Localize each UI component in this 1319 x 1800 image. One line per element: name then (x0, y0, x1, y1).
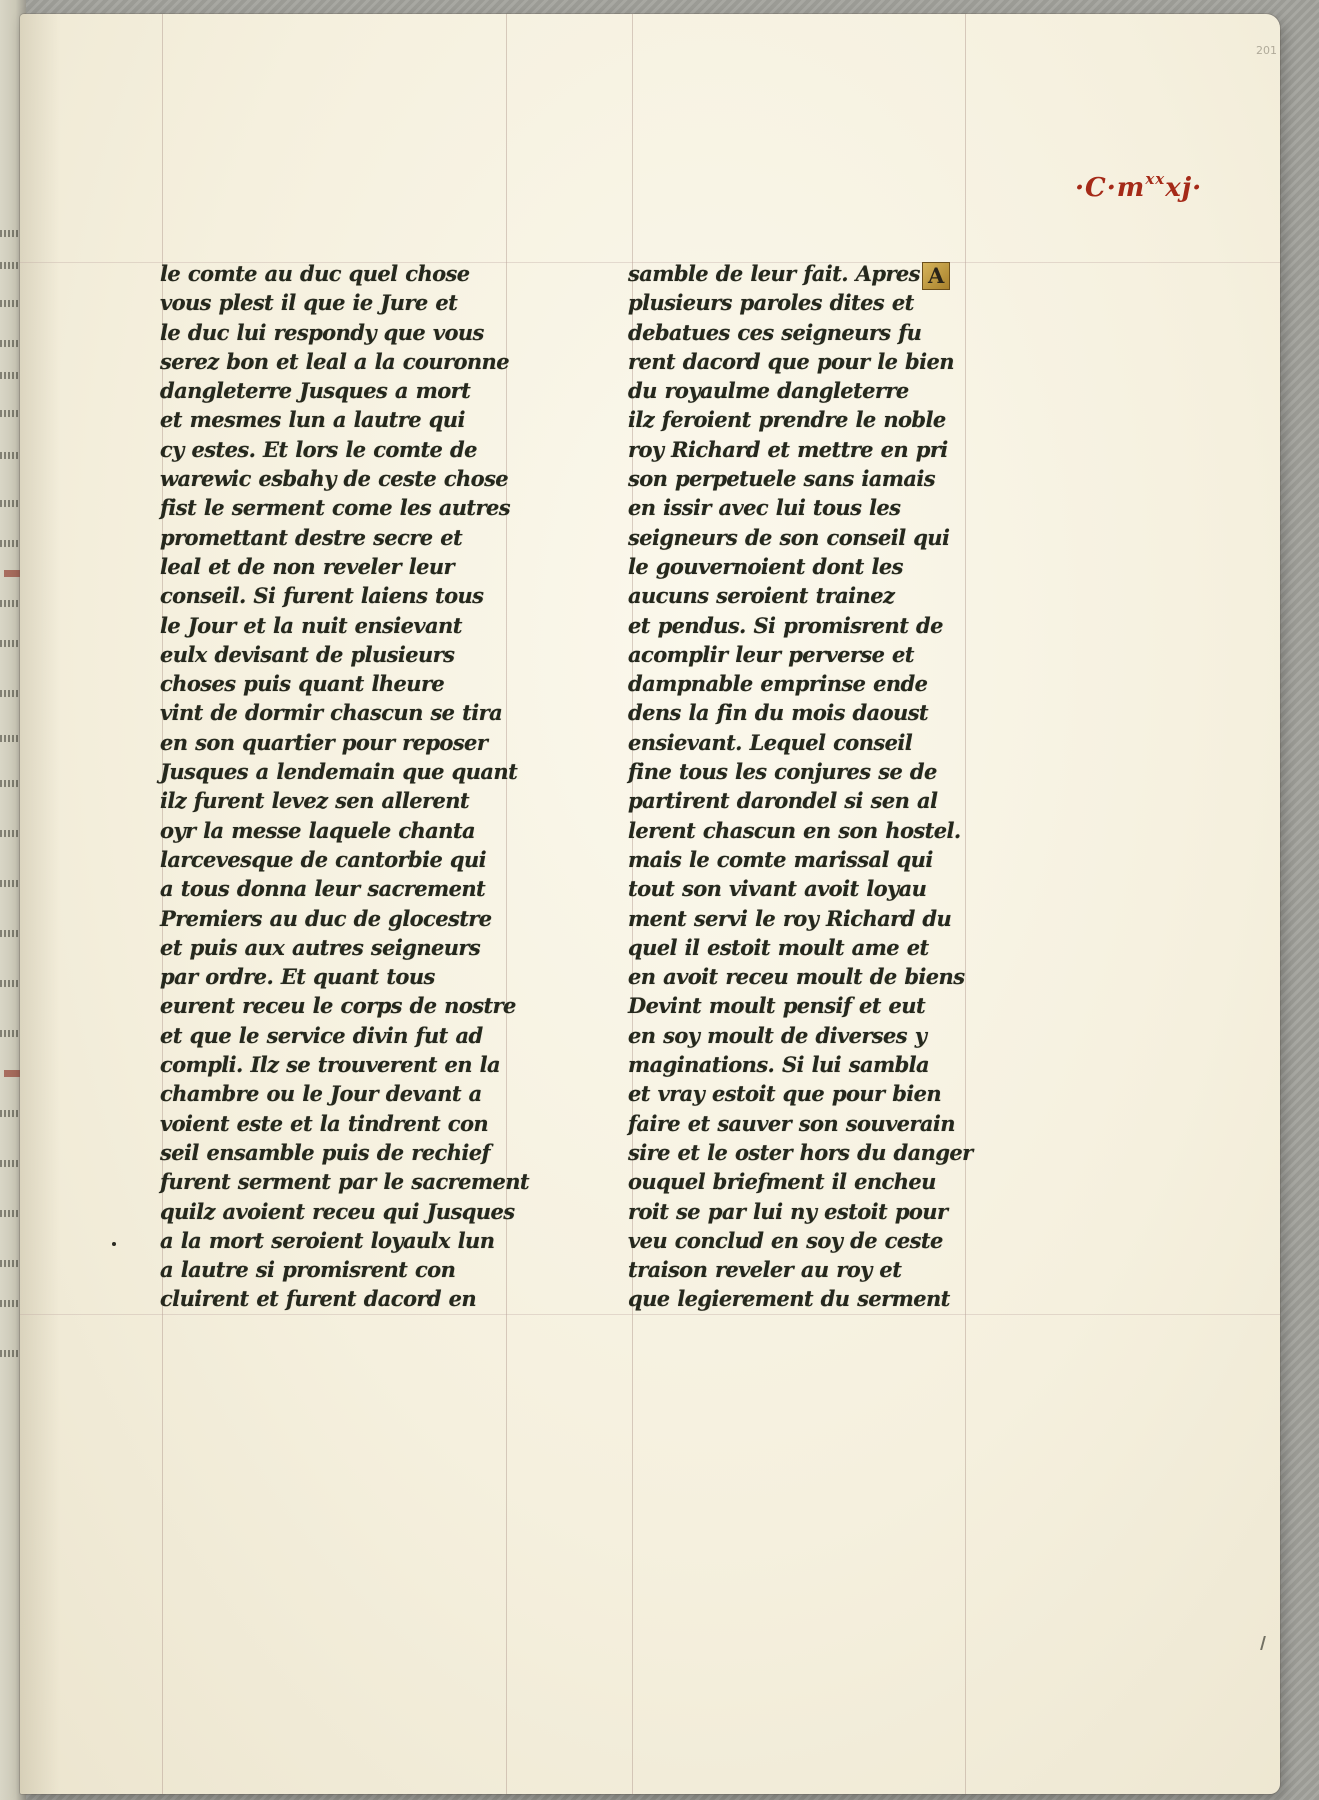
text-line: dangleterre Jusques a mort (160, 378, 471, 404)
text-column-right (628, 259, 988, 1314)
text-line: en avoit receu moult de biens (628, 964, 965, 990)
folio-number-main: ·C·m (1075, 173, 1146, 203)
text-line: ilz feroient prendre le noble (628, 407, 946, 433)
text-line: a tous donna leur sacrement (160, 876, 486, 902)
text-line-fragment: samble de leur fait. Apres (628, 261, 920, 286)
folio-number-tail: xj· (1165, 173, 1203, 203)
text-line: en issir avec lui tous les (628, 495, 901, 521)
illuminated-initial: A (922, 262, 950, 290)
text-line: Devint moult pensif et eut (628, 993, 926, 1019)
text-line: chambre ou le Jour devant a (160, 1081, 482, 1107)
ink-dot (112, 1242, 116, 1246)
text-line: ensievant. Lequel conseil (628, 729, 913, 755)
text-line: vous plest il que ie Jure et (160, 290, 458, 316)
text-line: a lautre si promisrent con (160, 1257, 456, 1283)
text-line: et vray estoit que pour bien (628, 1081, 942, 1107)
text-line: fine tous les conjures se de (628, 759, 937, 785)
text-line: eurent receu le corps de nostre (160, 993, 516, 1019)
text-line: cluirent et furent dacord en (160, 1286, 477, 1312)
text-line: le duc lui respondy que vous (160, 319, 484, 345)
text-line: oyr la messe laquele chanta (160, 817, 475, 843)
text-line: vint de dormir chascun se tira (160, 700, 503, 726)
text-line: warewic esbahy de ceste chose (160, 466, 509, 492)
text-line: Jusques a lendemain que quant (160, 759, 518, 785)
text-line: dens la fin du mois daoust (628, 700, 929, 726)
folio-number (1075, 170, 1202, 203)
text-line: et que le service divin fut ad (160, 1022, 483, 1048)
text-line: acomplir leur perverse et (628, 641, 914, 667)
text-line: que legierement du serment (628, 1286, 950, 1312)
text-line: eulx devisant de plusieurs (160, 641, 455, 667)
text-line: en son quartier pour reposer (160, 729, 488, 755)
text-line-with-initial (628, 259, 988, 288)
text-line: larcevesque de cantorbie qui (160, 846, 487, 872)
text-line: roit se par lui ny estoit pour (628, 1198, 948, 1224)
text-line: sire et le oster hors du danger (628, 1139, 973, 1165)
text-line: maginations. Si lui sambla (628, 1052, 930, 1078)
text-line: son perpetuele sans iamais (628, 466, 935, 492)
text-line: seigneurs de son conseil qui (628, 524, 950, 550)
text-line: ment servi le roy Richard du (628, 905, 952, 931)
text-line: en soy moult de diverses y (628, 1022, 927, 1048)
text-line: roy Richard et mettre en pri (628, 436, 948, 462)
pencil-foliation: 201 (1256, 44, 1277, 57)
text-line: tout son vivant avoit loyau (628, 876, 927, 902)
text-line: le gouvernoient dont les (628, 553, 903, 579)
text-column-left (160, 259, 530, 1314)
text-line: seil ensamble puis de rechief (160, 1139, 490, 1165)
text-line: le Jour et la nuit ensievant (160, 612, 462, 638)
text-line: aucuns seroient trainez (628, 583, 895, 609)
text-line: serez bon et leal a la couronne (160, 348, 509, 374)
text-line: promettant destre secre et (160, 524, 463, 550)
text-line: plusieurs paroles dites et (628, 290, 914, 316)
text-line: partirent darondel si sen al (628, 788, 938, 814)
text-line: veu conclud en soy de ceste (628, 1227, 943, 1253)
text-line: par ordre. Et quant tous (160, 964, 435, 990)
text-line: choses puis quant lheure (160, 671, 445, 697)
text-line: ouquel briefment il encheu (628, 1169, 936, 1195)
text-line: et mesmes lun a lautre qui (160, 407, 465, 433)
text-line: et pendus. Si promisrent de (628, 612, 943, 638)
catch-mark (1260, 1636, 1272, 1650)
text-line: furent serment par le sacrement (160, 1169, 530, 1195)
text-line: cy estes. Et lors le comte de (160, 436, 477, 462)
text-line: ilz furent levez sen allerent (160, 788, 470, 814)
folio-number-sup: xx (1145, 170, 1166, 188)
text-line: dampnable emprinse ende (628, 671, 928, 697)
text-line: traison reveler au roy et (628, 1257, 902, 1283)
text-line: quilz avoient receu qui Jusques (160, 1198, 515, 1224)
text-line: et puis aux autres seigneurs (160, 934, 481, 960)
text-line: compli. Ilz se trouverent en la (160, 1052, 501, 1078)
text-line: faire et sauver son souverain (628, 1110, 955, 1136)
text-line: rent dacord que pour le bien (628, 348, 954, 374)
text-line: lerent chascun en son hostel. (628, 817, 961, 843)
text-line: mais le comte marissal qui (628, 846, 933, 872)
text-line: du royaulme dangleterre (628, 378, 909, 404)
text-line: a la mort seroient loyaulx lun (160, 1227, 495, 1253)
text-line: debatues ces seigneurs fu (628, 319, 922, 345)
text-line: le comte au duc quel chose (160, 261, 470, 286)
text-line: Premiers au duc de glocestre (160, 905, 492, 931)
text-line: voient este et la tindrent con (160, 1110, 489, 1136)
text-line: quel il estoit moult ame et (628, 934, 929, 960)
text-line: leal et de non reveler leur (160, 553, 454, 579)
text-line: conseil. Si furent laiens tous (160, 583, 484, 609)
ruling-line-horizontal (20, 1314, 1280, 1315)
text-line: fist le serment come les autres (160, 495, 510, 521)
